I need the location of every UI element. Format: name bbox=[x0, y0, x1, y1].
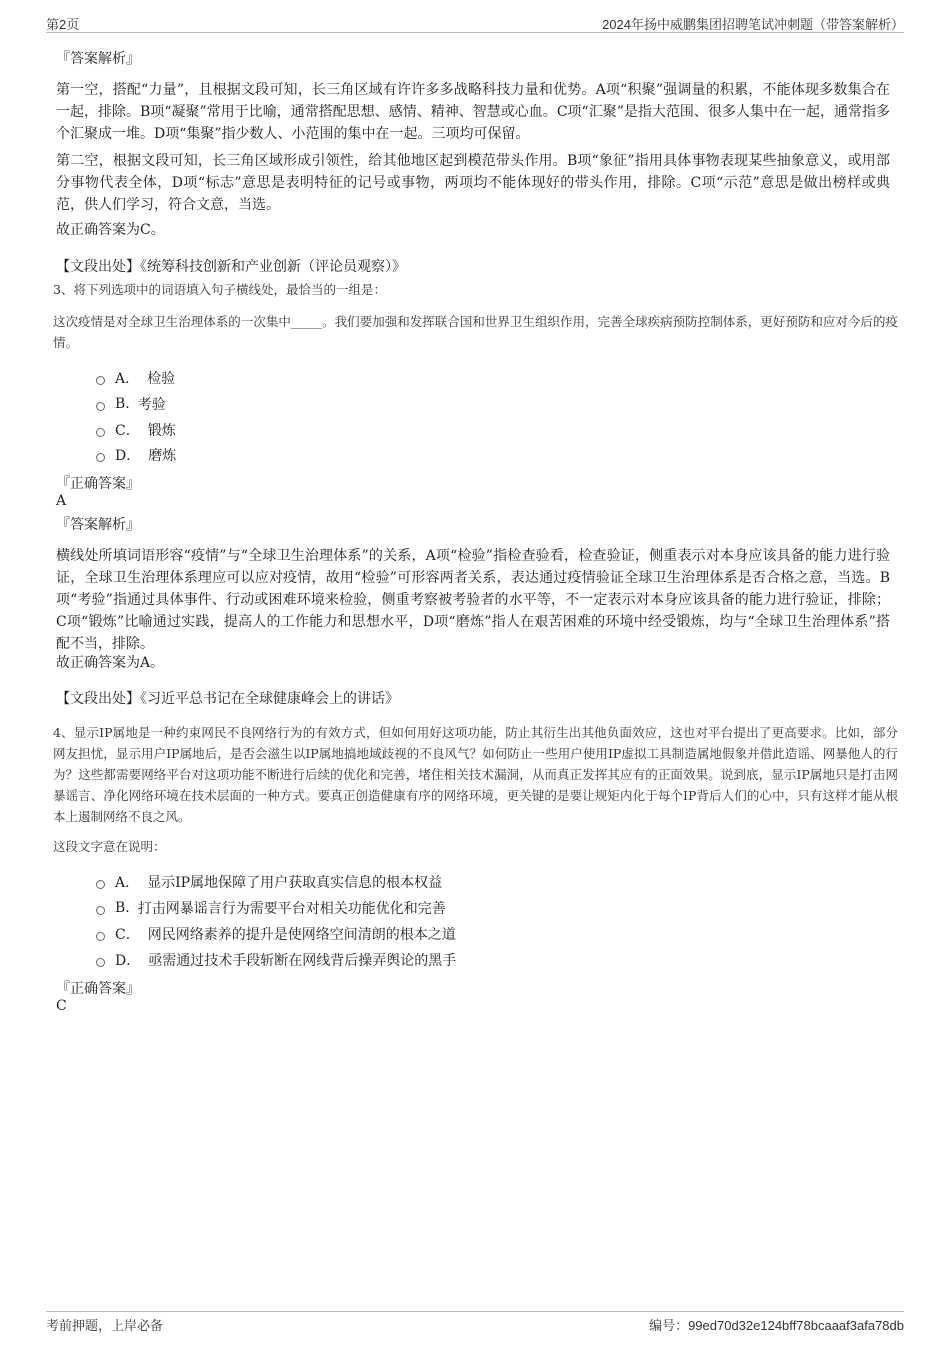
q4-option-b[interactable] bbox=[96, 898, 446, 918]
q4-answer: C bbox=[56, 998, 67, 1014]
q3-answer-label: 『正确答案』 bbox=[56, 476, 140, 492]
radio-icon[interactable] bbox=[96, 932, 105, 941]
radio-icon[interactable] bbox=[96, 402, 105, 411]
q2-analysis-para-1: 第一空，搭配“力量”，且根据文段可知，长三角区域有许许多多战略科技力量和优势。A项“积聚”强调量的积累，不能体现多数集合在一起，排除。B项“凝聚”常用于比喻，通常搭配思想、感情、精神、智慧或心血。C项“汇聚”是指大范围、很多人集中在一起，通常指多个汇聚成一堆。D项“集聚”指少数人、小范围的集中在一起。三项均可保留。 bbox=[56, 82, 890, 142]
option-key: B. bbox=[115, 900, 130, 916]
radio-icon[interactable] bbox=[96, 376, 105, 385]
q4-prompt: 这段文字意在说明： bbox=[53, 839, 166, 854]
page-footer bbox=[46, 1311, 904, 1333]
q3-prompt: 3、将下列选项中的词语填入句子横线处，最恰当的一组是： bbox=[53, 282, 386, 297]
q2-source: 【文段出处】《统筹科技创新和产业创新（评论员观察）》 bbox=[56, 259, 406, 275]
option-text: 显示IP属地保障了用户获取真实信息的根本权益 bbox=[147, 875, 443, 891]
radio-icon[interactable] bbox=[96, 428, 105, 437]
radio-icon[interactable] bbox=[96, 453, 105, 462]
q3-analysis: 横线处所填词语形容“疫情”与“全球卫生治理体系”的关系，A项“检验”指检查验看，检查验证，侧重表示对本身应该具备的能力进行验证，全球卫生治理体系理应可以应对疫情，故用“检验”可形容两者关系，表达通过疫情验证全球卫生治理体系是否合格之意，当选。B项“考验”指通过具体事件、行动或困难环境来检验，侧重考察被考验者的水平等，不一定表示对本身应该具备的能力进行验证，排除；C项“锻炼”比喻通过实践，提高人的工作能力和思想水平，D项“磨炼”指人在艰苦困难的环境中经受锻炼，均与“全球卫生治理体系”搭配不当，排除。 bbox=[56, 548, 890, 652]
q4-option-d[interactable] bbox=[96, 950, 456, 970]
q4-answer-label: 『正确答案』 bbox=[56, 981, 140, 997]
option-key: A． bbox=[115, 371, 140, 387]
option-key: D． bbox=[115, 448, 141, 464]
q3-option-b[interactable] bbox=[96, 394, 166, 414]
option-text: 考验 bbox=[137, 397, 166, 413]
q3-source: 【文段出处】《习近平总书记在全球健康峰会上的讲话》 bbox=[56, 691, 399, 707]
q4-text: 4、显示IP属地是一种约束网民不良网络行为的有效方式，但如何用好这项功能，防止其衍生出其他负面效应，这也对平台提出了更高要求。比如，部分网友担忧，显示用户IP属地后，是否会滋生以IP属地搞地域歧视的不良风气？如何防止一些用户使用IP虚拟工具制造属地假象并借此造谣、网暴他人的行为？这些都需要网络平台对这项功能不断进行后续的优化和完善，堵住相关技术漏洞，从而真正发挥其应有的正面效果。说到底，显示IP属地只是打击网暴谣言、净化网络环境在技术层面的一种方式。要真正创造健康有序的网络环境，更关键的是要让规矩内化于每个IP背后人们的心中，只有这样才能从根本上遏制网络不良之风。 bbox=[53, 725, 898, 824]
radio-icon[interactable] bbox=[96, 880, 105, 889]
page-number: 第2页 bbox=[46, 17, 80, 32]
page-header bbox=[46, 12, 904, 33]
q3-text: 这次疫情是对全球卫生治理体系的一次集中_____。我们要加强和发挥联合国和世界卫生组织作用，完善全球疾病预防控制体系，更好预防和应对今后的疫情。 bbox=[53, 314, 898, 350]
option-text: 检验 bbox=[147, 371, 176, 387]
q2-analysis-para-2: 第二空，根据文段可知，长三角区域形成引领性，给其他地区起到模范带头作用。B项“象征”指用具体事物表现某些抽象意义，或用部分事物代表全体，D项“标志”意思是表明特征的记号或事物，两项均不能体现好的带头作用，排除。C项“示范”意思是做出榜样或典范，供人们学习，符合文意，当选。 bbox=[56, 153, 890, 213]
footer-serial: 编号：99ed70d32e124bff78bcaaaf3afa78db bbox=[649, 1318, 904, 1333]
q2-conclusion: 故正确答案为C。 bbox=[56, 222, 165, 238]
option-text: 亟需通过技术手段斩断在网线背后操弄舆论的黑手 bbox=[148, 953, 457, 969]
option-key: A． bbox=[115, 875, 140, 891]
option-key: C． bbox=[115, 927, 140, 943]
q3-option-d[interactable] bbox=[96, 445, 176, 465]
radio-icon[interactable] bbox=[96, 958, 105, 967]
q4-option-c[interactable] bbox=[96, 924, 456, 944]
q2-analysis-label: 『答案解析』 bbox=[56, 51, 140, 67]
option-text: 锻炼 bbox=[147, 423, 176, 439]
q3-option-a[interactable] bbox=[96, 368, 175, 388]
document-title: 2024年扬中威鹏集团招聘笔试冲刺题（带答案解析） bbox=[602, 17, 904, 32]
q3-option-c[interactable] bbox=[96, 420, 176, 440]
radio-icon[interactable] bbox=[96, 906, 105, 915]
option-text: 打击网暴谣言行为需要平台对相关功能优化和完善 bbox=[137, 901, 446, 917]
footer-slogan: 考前押题，上岸必备 bbox=[46, 1318, 164, 1333]
option-key: D． bbox=[115, 953, 141, 969]
option-key: C． bbox=[115, 423, 140, 439]
q3-answer: A bbox=[56, 493, 67, 509]
option-text: 网民网络素养的提升是使网络空间清朗的根本之道 bbox=[147, 927, 456, 943]
q4-option-a[interactable] bbox=[96, 872, 442, 892]
q3-conclusion: 故正确答案为A。 bbox=[56, 655, 165, 671]
option-text: 磨炼 bbox=[148, 448, 177, 464]
q3-analysis-label: 『答案解析』 bbox=[56, 517, 140, 533]
option-key: B. bbox=[115, 396, 130, 412]
